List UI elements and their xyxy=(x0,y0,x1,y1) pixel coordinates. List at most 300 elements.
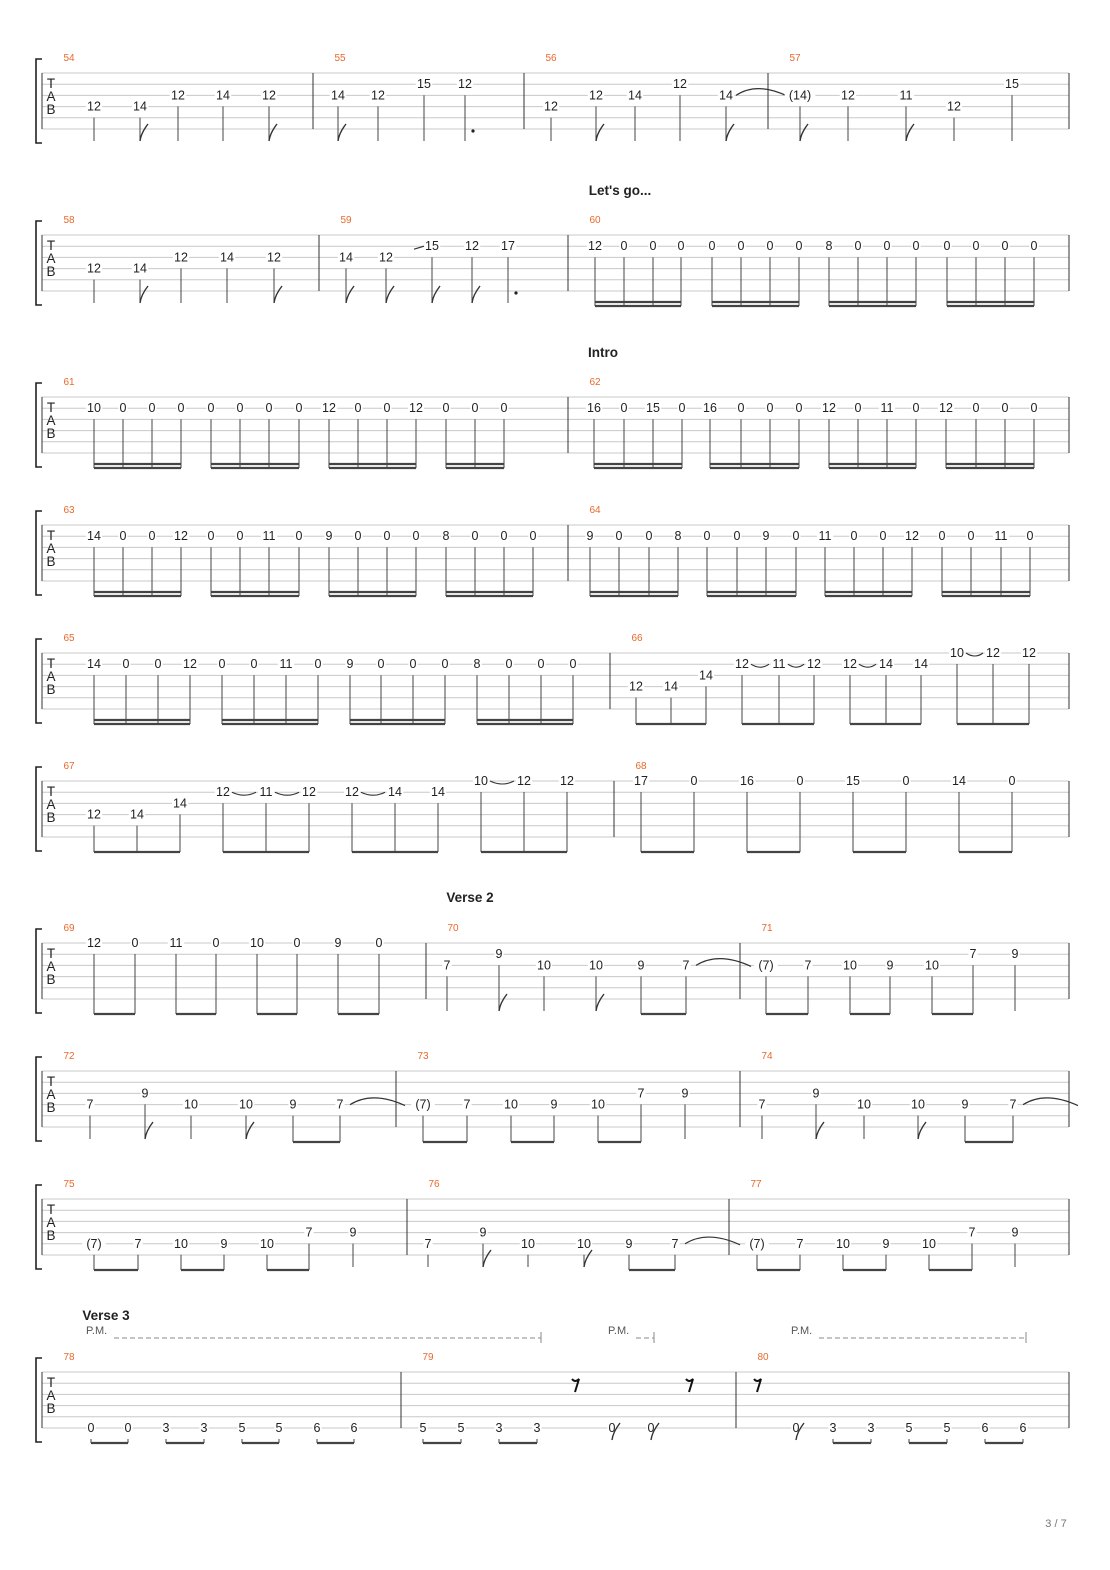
fret-number: 0 xyxy=(690,774,698,788)
fret-number: 7 xyxy=(796,1236,804,1251)
fret-number: 14 xyxy=(216,88,230,103)
staff-system xyxy=(36,1179,1069,1270)
fret-number: 7 xyxy=(637,1086,645,1101)
fret-number: 14 xyxy=(87,529,101,544)
fret-number: 0 xyxy=(412,529,420,544)
measure xyxy=(63,923,383,1014)
fret-number: 0 xyxy=(250,657,258,672)
staff-system xyxy=(36,761,1069,852)
fret-number: 9 xyxy=(812,1086,820,1101)
measure-number: 77 xyxy=(750,1179,762,1190)
tab-clef-letter: A xyxy=(46,540,56,556)
fret-number: 14 xyxy=(699,668,713,683)
fret-number: 14 xyxy=(133,261,147,276)
fret-number: 9 xyxy=(1011,947,1019,962)
fret-number: 14 xyxy=(628,88,642,103)
palm-mute-label: P.M. xyxy=(86,1325,108,1337)
fret-number: 0 xyxy=(795,239,803,254)
fret-number: 10 xyxy=(577,1236,591,1251)
fret-number: 0 xyxy=(119,401,127,416)
staff-system xyxy=(36,215,1069,306)
fret-number: 0 xyxy=(119,529,127,544)
fret-number: 0 xyxy=(177,401,185,416)
measure-number: 58 xyxy=(63,215,75,226)
tab-clef-letter: A xyxy=(46,668,56,684)
fret-number: 0 xyxy=(207,529,215,544)
fret-number: 0 xyxy=(912,401,920,416)
fret-number: 0 xyxy=(1008,774,1016,788)
fret-number: 5 xyxy=(238,1421,246,1435)
fret-number: 12 xyxy=(544,99,558,114)
fret-number: 9 xyxy=(550,1097,558,1112)
fret-number: 0 xyxy=(148,401,156,416)
fret-number: 0 xyxy=(375,936,383,950)
note-flag xyxy=(145,1122,153,1139)
fret-number: 15 xyxy=(417,77,431,92)
dot xyxy=(514,291,517,294)
fret-number: 3 xyxy=(829,1421,837,1435)
fret-number: 12 xyxy=(216,785,230,800)
fret-number: 0 xyxy=(795,401,803,416)
note-flag xyxy=(596,994,604,1011)
fret-number: 16 xyxy=(703,401,717,416)
fret-number: 12 xyxy=(905,529,919,544)
eighth-rest xyxy=(754,1379,761,1392)
fret-number: 3 xyxy=(162,1421,170,1435)
fret-number: 5 xyxy=(457,1421,465,1435)
fret-number: 12 xyxy=(947,99,961,114)
tab-clef-letter: T xyxy=(46,946,56,961)
fret-number: 12 xyxy=(87,261,101,276)
fret-number: 0 xyxy=(883,239,891,254)
note-flag xyxy=(726,124,734,141)
fret-number: 0 xyxy=(295,529,303,544)
tab-clef-letter: B xyxy=(46,681,56,697)
tab-clef-letter: A xyxy=(46,1086,56,1102)
tab-clef-letter: T xyxy=(46,656,56,671)
tab-clef-letter: A xyxy=(46,796,56,812)
fret-number: 9 xyxy=(141,1086,149,1101)
fret-number: 7 xyxy=(968,1225,976,1240)
measure-number: 66 xyxy=(631,633,643,644)
fret-number: 0 xyxy=(154,657,162,672)
measure xyxy=(418,1352,693,1443)
staff-system xyxy=(36,1051,1078,1142)
fret-number: 0 xyxy=(766,239,774,254)
fret-number: 3 xyxy=(533,1421,541,1435)
fret-number: 11 xyxy=(169,936,183,950)
measure xyxy=(63,53,277,141)
tab-clef-letter: T xyxy=(46,1375,56,1390)
fret-number: 14 xyxy=(664,679,678,694)
fret-number: 9 xyxy=(349,1225,357,1240)
fret-number: 9 xyxy=(625,1236,633,1251)
eighth-rest xyxy=(572,1379,579,1392)
fret-number: 10 xyxy=(922,1236,936,1251)
fret-number: 10 xyxy=(857,1097,871,1112)
tab-clef-letter: A xyxy=(46,88,56,104)
measure-number: 69 xyxy=(63,923,75,934)
fret-number: 12 xyxy=(262,88,276,103)
measure xyxy=(543,53,788,141)
fret-number: 14 xyxy=(220,250,234,265)
page-number: 3 / 7 xyxy=(1045,1518,1067,1530)
fret-number: 9 xyxy=(495,947,503,962)
fret-number: 12 xyxy=(986,646,1000,660)
tab-clef-letter: B xyxy=(46,1227,56,1243)
fret-number: 7 xyxy=(463,1097,471,1112)
fret-number: 0 xyxy=(678,401,686,416)
fret-number: 0 xyxy=(124,1421,132,1435)
system-bracket xyxy=(36,639,42,723)
note-flag xyxy=(499,994,507,1011)
fret-number: 3 xyxy=(495,1421,503,1435)
measure-number: 64 xyxy=(589,505,601,516)
measure-number: 63 xyxy=(63,505,75,516)
fret-number: 0 xyxy=(131,936,139,950)
fret-number: 9 xyxy=(637,958,645,973)
fret-number: 7 xyxy=(671,1236,679,1251)
measure xyxy=(442,923,751,1014)
fret-number: 15 xyxy=(646,401,660,416)
staff-system xyxy=(36,633,1069,724)
measure-number: 59 xyxy=(340,215,352,226)
fret-number: 17 xyxy=(501,239,515,254)
fret-number: 3 xyxy=(200,1421,208,1435)
fret-number: 14 xyxy=(331,88,345,103)
fret-number: 12 xyxy=(629,679,643,694)
fret-number: 8 xyxy=(473,657,481,672)
fret-number: 0 xyxy=(620,401,628,416)
fret-number: 0 xyxy=(854,401,862,416)
measure xyxy=(628,633,1037,724)
system-bracket xyxy=(36,1057,42,1141)
measure xyxy=(587,215,1039,306)
tab-clef-letter: T xyxy=(46,1202,56,1217)
measure-number: 80 xyxy=(757,1352,769,1363)
fret-number: 7 xyxy=(86,1097,94,1112)
fret-number: 10 xyxy=(836,1236,850,1251)
fret-number: 7 xyxy=(969,947,977,962)
fret-number: (7) xyxy=(415,1097,431,1112)
measure-number: 61 xyxy=(63,377,75,388)
fret-number: 14 xyxy=(719,88,733,103)
measure xyxy=(63,1179,357,1270)
fret-number: 0 xyxy=(442,401,450,416)
palm-mute-marking xyxy=(608,1325,654,1343)
measure-number: 57 xyxy=(789,53,801,64)
fret-number: 12 xyxy=(267,250,281,265)
fret-number: 12 xyxy=(87,807,101,822)
tab-clef-letter: B xyxy=(46,263,56,279)
fret-number: 5 xyxy=(419,1421,427,1435)
note-flag xyxy=(140,286,148,303)
fret-number: 0 xyxy=(647,1421,655,1435)
fret-number: 14 xyxy=(914,657,928,672)
fret-number: 11 xyxy=(279,657,293,672)
fret-number: 12 xyxy=(183,657,197,672)
fret-number: 9 xyxy=(961,1097,969,1112)
fret-number: (7) xyxy=(86,1236,102,1251)
fret-number: 5 xyxy=(905,1421,913,1435)
fret-number: 9 xyxy=(762,529,770,544)
fret-number: 0 xyxy=(218,657,226,672)
fret-number: 12 xyxy=(841,88,855,103)
fret-number: 15 xyxy=(846,774,860,788)
system-bracket xyxy=(36,59,42,143)
fret-number: 14 xyxy=(173,796,187,811)
fret-number: 11 xyxy=(880,401,894,416)
fret-number: 14 xyxy=(133,99,147,114)
fret-number: 10 xyxy=(589,958,603,973)
fret-number: 0 xyxy=(529,529,537,544)
fret-number: (14) xyxy=(788,88,812,103)
fret-number: 9 xyxy=(586,529,594,544)
fret-number: 12 xyxy=(735,657,749,672)
fret-number: 0 xyxy=(850,529,858,544)
fret-number: 12 xyxy=(589,88,603,103)
tab-clef-letter: T xyxy=(46,784,56,799)
fret-number: 11 xyxy=(262,529,276,544)
eighth-rest xyxy=(686,1379,693,1392)
fret-number: 0 xyxy=(148,529,156,544)
fret-number: 0 xyxy=(737,401,745,416)
fret-number: 0 xyxy=(645,529,653,544)
measure-number: 79 xyxy=(422,1352,434,1363)
fret-number: 14 xyxy=(431,785,445,800)
tab-clef-letter: A xyxy=(46,412,56,428)
measure xyxy=(330,53,475,141)
measure xyxy=(63,377,508,468)
fret-number: 0 xyxy=(354,529,362,544)
fret-number: 12 xyxy=(939,401,953,416)
measure xyxy=(585,505,1034,596)
system-bracket xyxy=(36,383,42,467)
fret-number: 9 xyxy=(289,1097,297,1112)
fret-number: 10 xyxy=(504,1097,518,1112)
fret-number: 0 xyxy=(236,529,244,544)
fret-number: 9 xyxy=(886,958,894,973)
fret-number: 0 xyxy=(912,239,920,254)
fret-number: 14 xyxy=(87,657,101,672)
fret-number: 0 xyxy=(236,401,244,416)
fret-number: 12 xyxy=(171,88,185,103)
fret-number: 14 xyxy=(952,774,966,788)
fret-number: 12 xyxy=(371,88,385,103)
measure xyxy=(63,1352,358,1443)
tab-clef-letter: T xyxy=(46,1074,56,1089)
fret-number: 9 xyxy=(325,529,333,544)
fret-number: 10 xyxy=(260,1236,274,1251)
fret-number: 16 xyxy=(740,774,754,788)
tab-clef-letter: T xyxy=(46,76,56,91)
fret-number: 12 xyxy=(465,239,479,254)
section-label: Verse 3 xyxy=(82,1308,130,1323)
fret-number: 10 xyxy=(474,774,488,788)
fret-number: 0 xyxy=(615,529,623,544)
palm-mute-label: P.M. xyxy=(791,1325,813,1337)
fret-number: 0 xyxy=(792,1421,800,1435)
fret-number: 12 xyxy=(822,401,836,416)
fret-number: 14 xyxy=(339,250,353,265)
fret-number: 15 xyxy=(425,239,439,254)
fret-number: 0 xyxy=(471,401,479,416)
measure-number: 54 xyxy=(63,53,75,64)
fret-number: 7 xyxy=(336,1097,344,1112)
fret-number: 11 xyxy=(772,657,786,672)
fret-number: 9 xyxy=(334,936,342,950)
fret-number: 14 xyxy=(388,785,402,800)
fret-number: 12 xyxy=(87,99,101,114)
fret-number: 0 xyxy=(1030,239,1038,254)
note-flag xyxy=(816,1122,824,1139)
fret-number: 0 xyxy=(938,529,946,544)
fret-number: 12 xyxy=(322,401,336,416)
fret-number: 16 xyxy=(587,401,601,416)
fret-number: 14 xyxy=(879,657,893,672)
tab-clef-letter: A xyxy=(46,958,56,974)
tab-clef-letter: B xyxy=(46,101,56,117)
fret-number: 0 xyxy=(733,529,741,544)
fret-number: 12 xyxy=(174,250,188,265)
measure xyxy=(63,505,537,596)
note-flag xyxy=(140,124,148,141)
section-label: Intro xyxy=(588,345,618,360)
measure xyxy=(338,215,518,303)
fret-number: 10 xyxy=(925,958,939,973)
fret-number: 12 xyxy=(673,77,687,92)
fret-number: 0 xyxy=(569,657,577,672)
fret-number: 5 xyxy=(275,1421,283,1435)
note-flag xyxy=(596,124,604,141)
measure-number: 60 xyxy=(589,215,601,226)
fret-number: 14 xyxy=(130,807,144,822)
measure-number: 73 xyxy=(417,1051,429,1062)
fret-number: 7 xyxy=(134,1236,142,1251)
fret-number: 0 xyxy=(441,657,449,672)
fret-number: 0 xyxy=(212,936,220,950)
fret-number: 0 xyxy=(608,1421,616,1435)
measure-number: 74 xyxy=(761,1051,773,1062)
fret-number: 0 xyxy=(1026,529,1034,544)
fret-number: 0 xyxy=(500,529,508,544)
fret-number: 0 xyxy=(377,657,385,672)
fret-number: 8 xyxy=(825,239,833,254)
measure xyxy=(757,1051,1078,1142)
fret-number: 10 xyxy=(521,1236,535,1251)
fret-number: 0 xyxy=(314,657,322,672)
fret-number: 10 xyxy=(537,958,551,973)
measure-number: 68 xyxy=(635,761,647,772)
fret-number: 0 xyxy=(383,401,391,416)
fret-number: 0 xyxy=(505,657,513,672)
fret-number: 10 xyxy=(239,1097,253,1112)
fret-number: 15 xyxy=(1005,77,1019,92)
fret-number: 0 xyxy=(471,529,479,544)
note-flag xyxy=(472,286,480,303)
fret-number: 0 xyxy=(972,401,980,416)
measure-number: 76 xyxy=(428,1179,440,1190)
fret-number: 5 xyxy=(943,1421,951,1435)
section-label: Verse 2 xyxy=(446,890,494,905)
fret-number: 0 xyxy=(122,657,130,672)
measure xyxy=(586,377,1039,468)
fret-number: 7 xyxy=(305,1225,313,1240)
fret-number: 6 xyxy=(313,1421,321,1435)
note-flag xyxy=(584,1250,592,1267)
note-flag xyxy=(269,124,277,141)
fret-number: 8 xyxy=(442,529,450,544)
fret-number: 12 xyxy=(302,785,316,800)
fret-number: 7 xyxy=(424,1236,432,1251)
fret-number: 10 xyxy=(184,1097,198,1112)
fret-number: 0 xyxy=(943,239,951,254)
note-flag xyxy=(800,124,808,141)
fret-number: 12 xyxy=(560,774,574,788)
tab-clef-letter: B xyxy=(46,553,56,569)
tab-clef-letter: B xyxy=(46,1400,56,1416)
fret-number: 0 xyxy=(902,774,910,788)
system-bracket xyxy=(36,767,42,851)
system-bracket xyxy=(36,1185,42,1269)
fret-number: 0 xyxy=(972,239,980,254)
fret-number: 12 xyxy=(409,401,423,416)
section-label: Let's go... xyxy=(588,183,652,198)
fret-number: 7 xyxy=(758,1097,766,1112)
fret-number: 9 xyxy=(882,1236,890,1251)
fret-number: 0 xyxy=(796,774,804,788)
note-flag xyxy=(906,124,914,141)
measure-number: 55 xyxy=(334,53,346,64)
dot xyxy=(471,129,474,132)
fret-number: 7 xyxy=(1009,1097,1017,1112)
measure-number: 70 xyxy=(447,923,459,934)
tab-clef-letter: T xyxy=(46,528,56,543)
measure xyxy=(63,761,575,852)
fret-number: 0 xyxy=(708,239,716,254)
tab-clef-letter: A xyxy=(46,1214,56,1230)
fret-number: 0 xyxy=(649,239,657,254)
measure xyxy=(63,633,577,724)
tab-clef-letter: A xyxy=(46,250,56,266)
fret-number: 7 xyxy=(804,958,812,973)
fret-number: 0 xyxy=(87,1421,95,1435)
fret-number: 0 xyxy=(1001,401,1009,416)
note-flag xyxy=(346,286,354,303)
fret-number: 10 xyxy=(843,958,857,973)
fret-number: 10 xyxy=(87,401,101,416)
fret-number: 0 xyxy=(766,401,774,416)
fret-number: 17 xyxy=(634,774,648,788)
palm-mute-marking xyxy=(791,1325,1026,1343)
tab-clef-letter: T xyxy=(46,400,56,415)
system-bracket xyxy=(36,221,42,305)
tab-clef-letter: B xyxy=(46,809,56,825)
tab-clef-letter: B xyxy=(46,1099,56,1115)
fret-number: 0 xyxy=(677,239,685,254)
fret-number: 7 xyxy=(682,958,690,973)
measure xyxy=(754,923,1019,1014)
palm-mute-marking xyxy=(86,1325,541,1343)
measure xyxy=(754,1352,1028,1443)
fret-number: 0 xyxy=(854,239,862,254)
tab-clef-letter: A xyxy=(46,1387,56,1403)
fret-number: 0 xyxy=(383,529,391,544)
system-bracket xyxy=(36,1358,42,1442)
fret-number: 12 xyxy=(807,657,821,672)
staff-system xyxy=(36,1352,1069,1443)
measure-number: 65 xyxy=(63,633,75,644)
